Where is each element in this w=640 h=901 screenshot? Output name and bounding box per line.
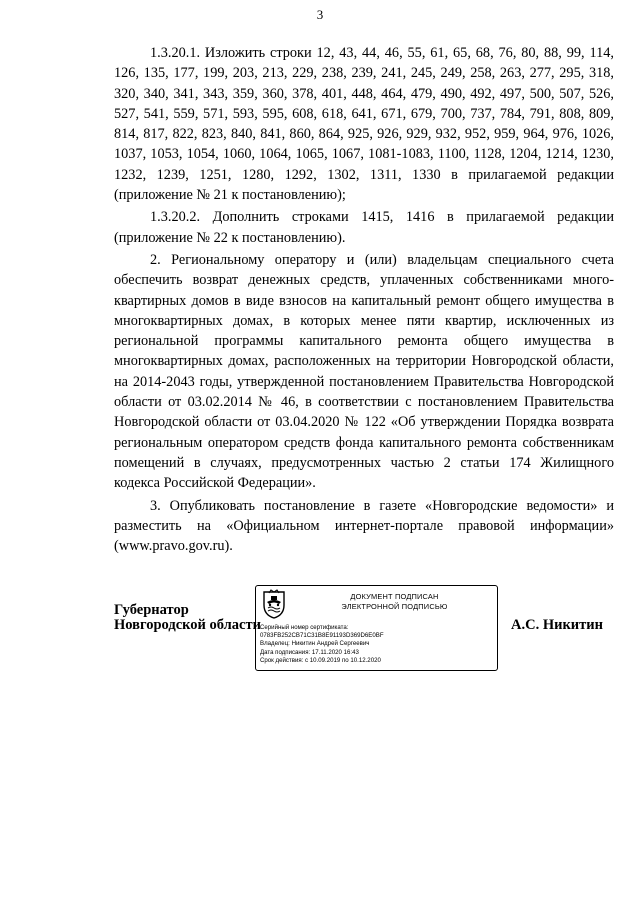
signatory-name: А.С. Никитин xyxy=(511,617,603,633)
paragraph-2: 2. Региональному оператору и (или) владельцам специального счета обеспечить возврат денежных средств, уплаченных собственниками много-квартирных домов в виде взносов на капитальный ремонт общего имущества в многоквартирных домах, в которых менее пяти квартир, исключенных из региональной программы капитального ремонта общего имущества в многоквартирных домах, расположенных на территории Новгородской области, на 2014-2043 годы, утвержденной постановлением Правительства Новгородской области от 03.02.2014 № 46, в соответствии с постановлением Правительства Новгородской области от 03.04.2020 № 122 «Об утверждении Порядка возврата региональным оператором средств фонда капитального ремонта собственникам помещений в случаях, предусмотренных частью 2 статьи 174 Жилищного кодекса Российской Федерации». xyxy=(114,251,614,492)
signing-date: Дата подписания: 17.11.2020 16:43 xyxy=(260,648,359,656)
position-line-2: Новгородской области xyxy=(114,617,261,633)
stamp-title xyxy=(296,592,493,612)
coat-of-arms-icon xyxy=(261,589,287,619)
certificate-label: Серийный номер сертификата: xyxy=(260,624,349,631)
page-number: 3 xyxy=(316,7,324,22)
electronic-signature-stamp xyxy=(255,585,498,671)
paragraph-1-3-20-1: 1.3.20.1. Изложить строки 12, 43, 44, 46, 55, 61, 65, 68, 76, 80, 88, 99, 114, 126, 135, 177, 199, 203, 213, 229, 238, 239, 241, 245, 249, 258, 263, 277, 295, 318, 320, 340, 341, 343, 359, 360, 378, 401, 448, 464, 479, 490, 492, 497, 500, 507, 526, 527, 541, 559, 571, 593, 595, 608, 618, 641, 671, 679, 700, 737, 784, 791, 808, 809, 814, 817, 822, 823, 840, 841, 860, 864, 925, 926, 929, 932, 952, 959, 964, 976, 1026, 1037, 1053, 1054, 1060, 1064, 1065, 1067, 1081-1083, 1100, 1128, 1204, 1214, 1230, 1232, 1239, 1251, 1280, 1292, 1302, 1311, 1330 в прилагаемой редакции (приложение № 21 к постановлению); xyxy=(114,45,614,204)
position-line-1: Губернатор xyxy=(114,602,189,618)
document-body xyxy=(114,43,614,556)
stamp-title-line-1: ДОКУМЕНТ ПОДПИСАН xyxy=(350,592,439,601)
certificate-owner: Владелец: Никитин Андрей Сергеевич xyxy=(260,640,370,648)
certificate-serial: 0783FB252CB71C31B8E91193D369D6E0BF xyxy=(260,632,384,640)
certificate-validity: Срок действия: с 10.09.2019 по 10.12.2020 xyxy=(260,656,381,664)
stamp-details xyxy=(260,624,384,665)
paragraph-3: 3. Опубликовать постановление в газете «Новгородские ведомости» и разместить на «Официальном интернет-портале правовой информации» (www.pravo.gov.ru). xyxy=(114,497,614,555)
stamp-title-line-2: ЭЛЕКТРОННОЙ ПОДПИСЬЮ xyxy=(341,602,448,611)
paragraph-1-3-20-2: 1.3.20.2. Дополнить строками 1415, 1416 в прилагаемой редакции (приложение № 22 к постановлению). xyxy=(114,209,614,246)
signatory-position xyxy=(114,603,261,633)
